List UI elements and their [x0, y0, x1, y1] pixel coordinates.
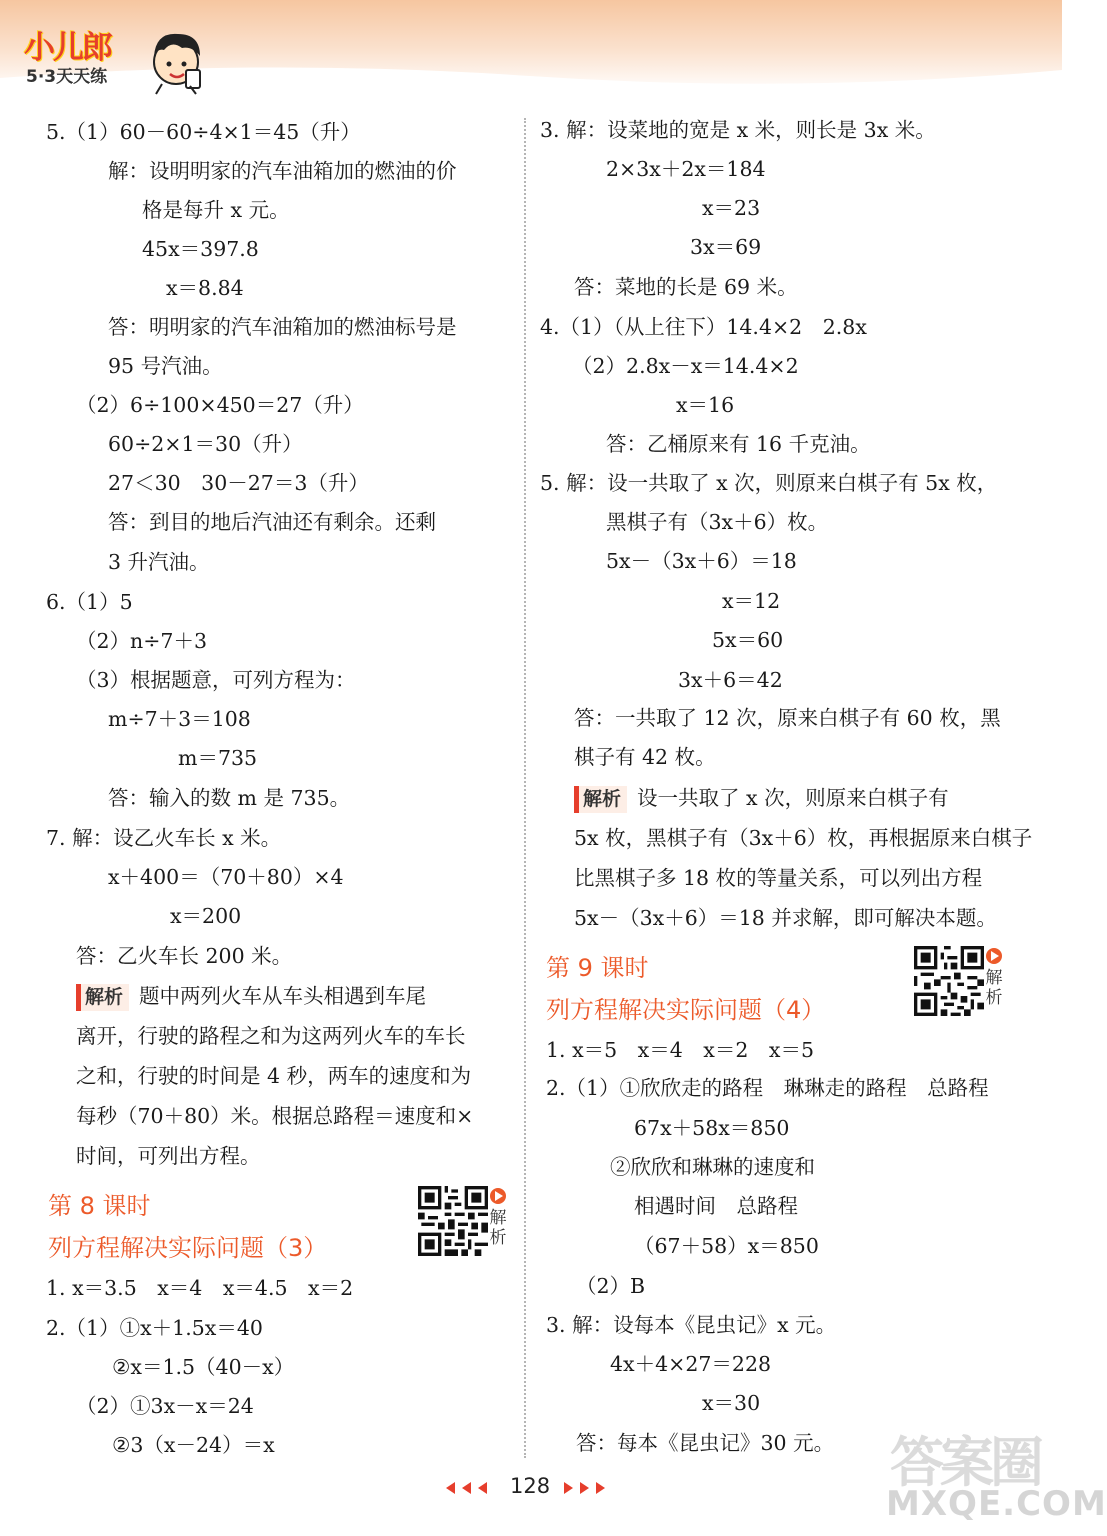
- right-line-12: 5x－（3x＋6）＝18: [606, 549, 797, 573]
- right-line-4: 3x＝69: [690, 235, 762, 259]
- lesson-8-line-2: 2.（1）①x＋1.5x＝40: [46, 1316, 263, 1340]
- lesson-8-subtitle: 列方程解决实际问题（3）: [48, 1234, 328, 1262]
- column-divider: [524, 118, 526, 1458]
- right-line-5: 答：菜地的长是 69 米。: [574, 275, 798, 299]
- right-line-6: 4.（1）（从上往下）14.4×2 2.8x: [540, 315, 867, 339]
- left-line-21: x＝200: [170, 904, 242, 928]
- left-line-20: x＋400＝（70＋80）×4: [108, 865, 344, 889]
- lesson-9-qr-code-icon[interactable]: [914, 946, 984, 1016]
- watermark-en: MXQE.COM: [886, 1484, 1107, 1524]
- lesson-8-line-1: 1. x＝3.5 x＝4 x＝4.5 x＝2: [46, 1276, 354, 1300]
- right-line-1: 3. 解：设菜地的宽是 x 米，则长是 3x 米。: [540, 118, 936, 142]
- right-line-3: x＝23: [702, 196, 761, 220]
- left-line-5: x＝8.84: [166, 276, 244, 300]
- right-line-10: 5. 解：设一共取了 x 次，则原来白棋子有 5x 枚，: [540, 471, 998, 495]
- left-line-4: 45x＝397.8: [142, 237, 259, 261]
- prev-arrow-icon: [478, 1482, 487, 1494]
- lesson-9-line-3: 67x＋58x＝850: [634, 1116, 790, 1140]
- next-arrow-icon: [580, 1482, 589, 1494]
- left-line-11: 答：到目的地后汽油还有剩余。还剩: [108, 510, 436, 534]
- lesson-9-play-icon[interactable]: [986, 948, 1002, 964]
- lesson-9-line-5: 相遇时间 总路程: [634, 1194, 798, 1218]
- left-line-3: 格是每升 x 元。: [142, 198, 290, 222]
- left-line-12: 3 升汽油。: [108, 550, 210, 574]
- next-arrow-icon: [564, 1482, 573, 1494]
- lesson-9-line-7: （2）B: [576, 1274, 646, 1298]
- lesson-8-play-icon[interactable]: [490, 1188, 506, 1204]
- left-line-9: 60÷2×1＝30（升）: [108, 432, 303, 456]
- lesson-9-subtitle: 列方程解决实际问题（4）: [546, 996, 826, 1024]
- prev-arrow-icon: [446, 1482, 455, 1494]
- page-footer: [440, 1470, 620, 1506]
- boy-mascot-icon: [142, 26, 210, 96]
- lesson-8-line-3: ②x＝1.5（40－x）: [112, 1355, 295, 1379]
- lesson-9-line-1: 1. x＝5 x＝4 x＝2 x＝5: [546, 1038, 814, 1062]
- watermark-cn: 答案圈: [890, 1431, 1040, 1494]
- logo-title: 小儿郎: [24, 30, 111, 66]
- right-line-13: x＝12: [722, 589, 781, 613]
- left-analysis-line-5: 时间，可列出方程。: [76, 1144, 261, 1168]
- left-analysis-block: [76, 982, 426, 1011]
- right-line-11: 黑棋子有（3x＋6）枚。: [606, 510, 829, 534]
- prev-arrow-icon: [462, 1482, 471, 1494]
- left-line-6: 答：明明家的汽车油箱加的燃油标号是: [108, 315, 457, 339]
- left-line-19: 7. 解：设乙火车长 x 米。: [46, 826, 282, 850]
- left-line-10: 27＜30 30－27＝3（升）: [108, 471, 369, 495]
- lesson-8-qr-label: 解析: [489, 1208, 507, 1248]
- right-line-16: 答：一共取了 12 次，原来白棋子有 60 枚，黑: [574, 706, 1001, 730]
- right-line-2: 2×3x＋2x＝184: [606, 157, 766, 181]
- lesson-9-line-10: x＝30: [702, 1391, 761, 1415]
- page-number: 128: [510, 1474, 551, 1498]
- left-analysis-badge: 解析: [76, 984, 129, 1011]
- left-line-22: 答：乙火车长 200 米。: [76, 944, 293, 968]
- lesson-9-line-11: 答：每本《昆虫记》30 元。: [576, 1431, 835, 1455]
- left-analysis-line-4: 每秒（70＋80）米。根据总路程＝速度和×: [76, 1104, 474, 1128]
- lesson-8-line-4: （2）①3x－x＝24: [76, 1394, 254, 1418]
- left-analysis-line-3: 之和，行驶的时间是 4 秒，两车的速度和为: [76, 1064, 472, 1088]
- right-analysis-line-1: 设一共取了 x 次，则原来白棋子有: [637, 786, 949, 810]
- left-line-2: 解：设明明家的汽车油箱加的燃油的价: [108, 159, 457, 183]
- lesson-8-qr-code-icon[interactable]: [418, 1186, 488, 1256]
- lesson-9-line-4: ②欣欣和琳琳的速度和: [610, 1155, 815, 1179]
- right-line-9: 答：乙桶原来有 16 千克油。: [606, 432, 871, 456]
- left-line-15: （3）根据题意，可列方程为：: [76, 668, 356, 692]
- left-line-16: m÷7＋3＝108: [108, 707, 251, 731]
- next-arrow-icon: [596, 1482, 605, 1494]
- right-line-17: 棋子有 42 枚。: [574, 745, 716, 769]
- right-line-7: （2）2.8x－x＝14.4×2: [572, 354, 799, 378]
- lesson-9-line-2: 2.（1）①欣欣走的路程 琳琳走的路程 总路程: [546, 1076, 989, 1100]
- left-line-8: （2）6÷100×450＝27（升）: [76, 393, 364, 417]
- left-line-17: m＝735: [178, 746, 258, 770]
- right-analysis-line-4: 5x－（3x＋6）＝18 并求解，即可解决本题。: [574, 906, 997, 930]
- logo-subtitle: 5·3天天练: [26, 67, 108, 87]
- lesson-9-qr-label: 解析: [985, 968, 1003, 1008]
- left-line-7: 95 号汽油。: [108, 354, 223, 378]
- lesson-9-title: 第 9 课时: [546, 954, 649, 982]
- left-analysis-line-2: 离开，行驶的路程之和为这两列火车的车长: [76, 1024, 466, 1048]
- left-line-14: （2）n÷7＋3: [76, 629, 208, 653]
- lesson-9-line-6: （67＋58）x＝850: [634, 1234, 819, 1258]
- lesson-9-line-8: 3. 解：设每本《昆虫记》x 元。: [546, 1313, 837, 1337]
- right-line-15: 3x＋6＝42: [678, 668, 783, 692]
- right-line-14: 5x＝60: [712, 628, 784, 652]
- left-line-18: 答：输入的数 m 是 735。: [108, 786, 351, 810]
- lesson-9-line-9: 4x＋4×27＝228: [610, 1352, 772, 1376]
- right-analysis-line-3: 比黑棋子多 18 枚的等量关系，可以列出方程: [574, 866, 983, 890]
- lesson-8-line-5: ②3（x－24）＝x: [112, 1433, 275, 1457]
- right-analysis-line-2: 5x 枚，黑棋子有（3x＋6）枚，再根据原来白棋子: [574, 826, 1033, 850]
- right-analysis-block: [574, 784, 949, 813]
- left-line-13: 6.（1）5: [46, 590, 133, 614]
- left-line-1: 5.（1）60－60÷4×1＝45（升）: [46, 120, 361, 144]
- lesson-8-title: 第 8 课时: [48, 1192, 151, 1220]
- brand-logo: [24, 22, 199, 94]
- left-analysis-line-1: 题中两列火车从车头相遇到车尾: [139, 984, 427, 1008]
- watermark: [880, 1420, 1107, 1530]
- right-analysis-badge: 解析: [574, 786, 627, 813]
- right-line-8: x＝16: [676, 393, 735, 417]
